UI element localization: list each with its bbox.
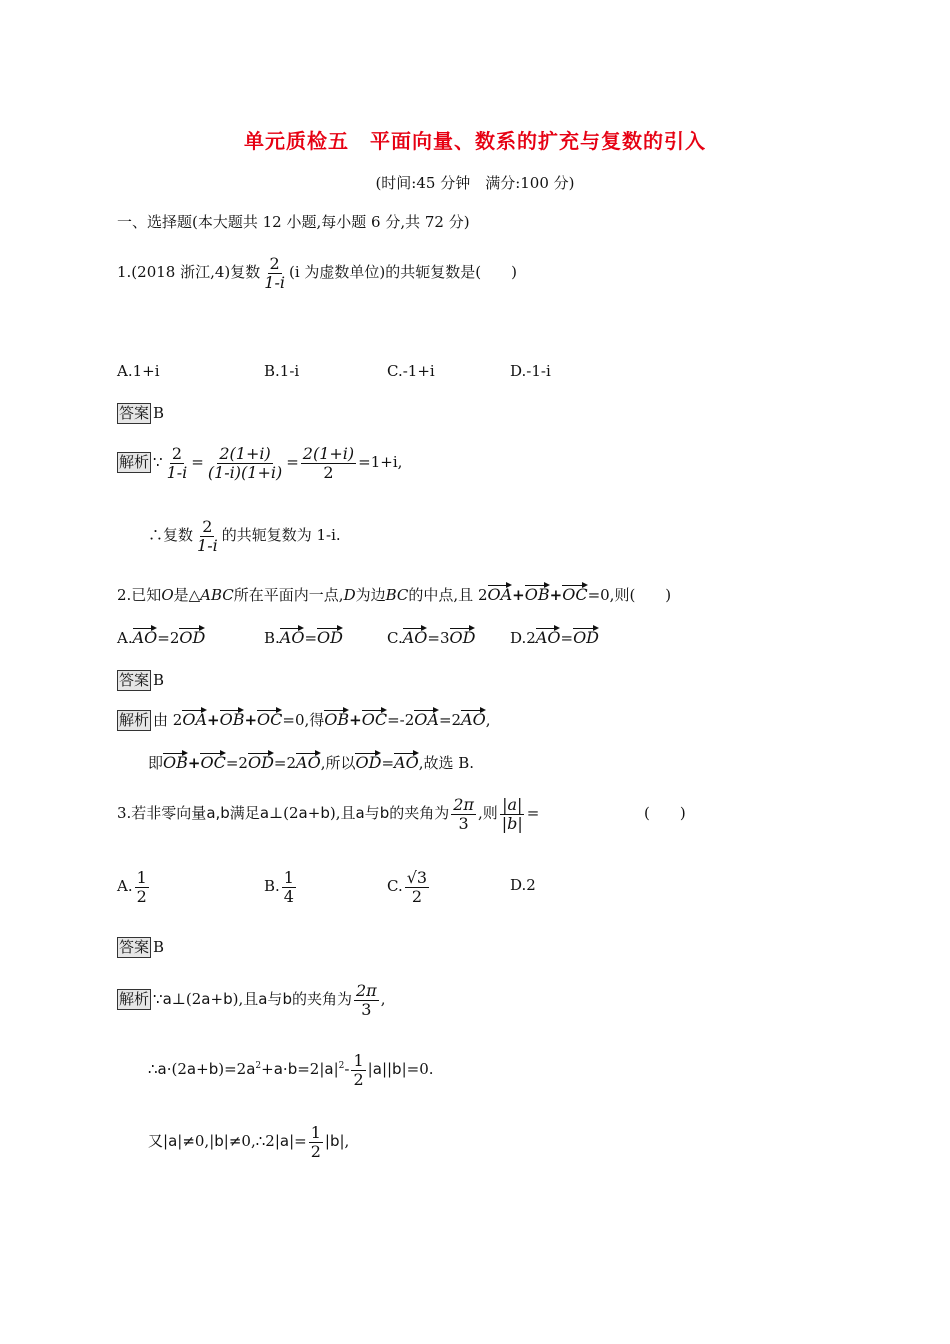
vector-ao: AO	[461, 710, 486, 729]
frac-den: 2	[310, 1141, 321, 1161]
vector-b: b	[287, 1060, 298, 1079]
q3-option-b	[264, 869, 298, 905]
vector-od: OD	[247, 753, 274, 772]
q3-answer	[117, 937, 164, 958]
q1-option-a: A.1+i	[117, 362, 160, 380]
frac-den: 2	[411, 886, 422, 906]
q1-sol-frac-3	[301, 445, 356, 481]
q2-option-a	[117, 626, 205, 646]
sol-text: 由 2	[153, 711, 183, 729]
sol-text: ),且	[232, 990, 259, 1009]
superscript: 2	[338, 1061, 345, 1072]
vector-a: a	[298, 804, 308, 823]
vector-od: OD	[355, 753, 382, 772]
q2-text: 是△	[173, 586, 201, 604]
analysis-tag: 解析	[119, 711, 150, 729]
vector-od: OD	[449, 628, 476, 647]
option-fraction	[282, 869, 296, 905]
q2-point-o: O	[161, 586, 174, 604]
section-heading: 一、选择题(本大题共 12 小题,每小题 6 分,共 72 分)	[117, 213, 470, 231]
frac-num: 1	[353, 1051, 364, 1070]
opt-label: D.2	[510, 629, 536, 647]
q3-angle-fraction	[354, 982, 379, 1018]
q3-option-a	[117, 869, 151, 905]
sol-text: |=	[289, 1132, 307, 1151]
q3-solution-line-2	[148, 1052, 434, 1088]
half-fraction	[351, 1052, 365, 1088]
opt-op: =	[304, 629, 318, 647]
vector-a: a	[157, 1060, 167, 1079]
q3-text: ⊥(2	[269, 804, 299, 823]
vector-od: OD	[317, 628, 343, 647]
sol-text: ∵	[153, 990, 163, 1009]
vector-b: b	[392, 1060, 402, 1079]
q2-option-b	[264, 626, 343, 646]
q1-fraction	[262, 255, 287, 291]
sol-text: |	[324, 1132, 330, 1151]
opt-label: B.	[264, 877, 280, 896]
plus: +	[349, 711, 362, 729]
sol-text: =2	[273, 754, 297, 772]
vector-b: b	[223, 990, 233, 1009]
vector-a: a	[259, 804, 270, 823]
q3-text: ,则	[477, 804, 498, 823]
sol-text: =0,得	[282, 711, 325, 729]
q3-ratio-fraction	[500, 796, 525, 832]
q2-text: 为边	[355, 586, 386, 604]
sol-text: +	[210, 990, 224, 1009]
sol-text: 的夹角为	[291, 990, 352, 1009]
q1-answer-value: B	[153, 404, 165, 422]
sol-text: |=0.	[401, 1060, 434, 1079]
q3-angle-fraction	[451, 796, 476, 832]
frac-den: 2	[353, 1069, 364, 1089]
plus: +	[512, 586, 525, 604]
sol-text: =	[381, 754, 395, 772]
q1-answer	[117, 403, 164, 424]
analysis-tag: 解析	[119, 453, 150, 472]
frac-num: 2	[171, 444, 182, 463]
q3-text: ),且	[329, 804, 356, 823]
q3-solution-line-3	[148, 1124, 349, 1160]
sol-text: ,故选 B.	[418, 754, 475, 772]
vector-oc: OC	[562, 585, 588, 604]
question-3	[117, 796, 539, 832]
sol-text: =-2	[387, 711, 415, 729]
vector-od: OD	[179, 628, 206, 647]
q2-text: 的中点,且 2	[408, 586, 488, 604]
vector-a: a	[372, 1060, 382, 1079]
frac-den: (1-i)(1+i)	[207, 462, 283, 482]
sol-text: =2|	[297, 1060, 325, 1079]
opt-op: =3	[427, 629, 450, 647]
q3-text: =	[526, 804, 540, 823]
vector-oc: OC	[200, 753, 226, 772]
q1-suffix: (i 为虚数单位)的共轭复数是( )	[288, 263, 517, 282]
q1-sol-l2-end: 的共轭复数为 1-i.	[221, 526, 341, 545]
vector-oa: OA	[182, 710, 207, 729]
sol-text: ·(2	[166, 1060, 187, 1079]
frac-num: 2π	[453, 795, 474, 814]
frac-den: 2	[323, 462, 334, 482]
opt-label: A.	[117, 629, 133, 647]
plus: +	[207, 711, 220, 729]
q2-answer-value: B	[153, 671, 165, 689]
frac-num: 2π	[355, 981, 377, 1000]
sol-text: 与	[267, 990, 283, 1009]
vector-oc: OC	[257, 710, 283, 729]
q2-text: 2.已知	[117, 586, 162, 604]
frac-num: 1	[136, 868, 147, 887]
q1-option-c: C.-1+i	[387, 362, 435, 380]
q1-sol-frac-1	[165, 445, 190, 481]
q3-answer-parens: ( )	[644, 804, 686, 822]
q3-option-c	[387, 869, 431, 905]
frac-den: 1-i	[197, 535, 218, 555]
q2-option-d	[510, 626, 599, 646]
question-1	[117, 255, 517, 291]
sol-text: |	[367, 1060, 373, 1079]
sol-text: -	[344, 1060, 350, 1079]
option-fraction	[135, 869, 149, 905]
opt-label: C.	[387, 629, 403, 647]
q2-text: =0,则( )	[587, 586, 672, 604]
frac-num: 2	[202, 517, 213, 536]
vector-b: b	[320, 804, 330, 823]
q2-triangle: ABC	[200, 586, 234, 604]
vector-a: a	[355, 804, 365, 823]
vector-b: b	[282, 990, 292, 1009]
vector-ao: AO	[132, 628, 158, 647]
frac-num: 2(1+i)	[302, 444, 355, 463]
sol-text: 又|	[148, 1132, 169, 1151]
q3-vectors: a,b	[206, 804, 230, 823]
sol-text: =2	[225, 754, 248, 772]
answer-tag: 答案	[119, 671, 150, 689]
q3-text: 满足	[229, 804, 260, 823]
q2-answer	[117, 670, 164, 691]
frac-num: 1	[283, 868, 294, 887]
vector-a: a	[246, 1060, 256, 1079]
q1-option-b: B.1-i	[264, 362, 300, 380]
sol-text: )=2	[218, 1060, 247, 1079]
q3-text: +	[307, 804, 321, 823]
q2-option-c	[387, 626, 475, 646]
q1-sol-l2-start: ∴复数	[148, 526, 194, 545]
q1-sol-frac-2	[206, 445, 284, 481]
sol-text: ⊥(2	[171, 990, 202, 1009]
q3-answer-value: B	[153, 938, 165, 956]
q1-solution-line-2	[148, 518, 341, 554]
frac-den: 1-i	[166, 462, 188, 482]
frac-den: 3	[361, 999, 372, 1019]
plus: +	[244, 711, 258, 729]
half-fraction	[309, 1124, 323, 1160]
sol-text: ||	[381, 1060, 393, 1079]
vector-oa: OA	[414, 710, 439, 729]
sol-text: ,	[485, 711, 491, 729]
q2-solution-line-2	[148, 751, 474, 771]
sol-text: +	[196, 1060, 209, 1079]
frac-den: |b|	[501, 813, 523, 833]
sol-text: |≠0,|	[177, 1132, 215, 1151]
vector-b: b	[214, 1132, 224, 1151]
sol-text: |	[333, 1060, 339, 1079]
frac-den: 4	[283, 886, 294, 906]
q1-frac-num: 2	[269, 254, 280, 273]
vector-a: a	[258, 990, 268, 1009]
vector-a: a	[168, 1132, 178, 1151]
vector-a: a	[162, 990, 172, 1009]
opt-op: =2	[157, 629, 180, 647]
vector-oa: OA	[487, 585, 513, 604]
q3-text: 的夹角为	[389, 804, 450, 823]
q1-frac-den: 1-i	[264, 272, 285, 292]
q2-text: 所在平面内一点,	[233, 586, 344, 604]
vector-ob: OB	[219, 710, 245, 729]
vector-oc: OC	[361, 710, 388, 729]
subtitle: (时间:45 分钟 满分:100 分)	[375, 174, 575, 192]
q3-option-d: D.2	[510, 876, 536, 894]
frac-num: √3	[406, 868, 428, 887]
vector-a: a	[201, 990, 211, 1009]
superscript: 2	[255, 1061, 262, 1072]
sol-text: =2	[438, 711, 462, 729]
opt-label: A.	[117, 877, 133, 896]
q1-option-d: D.-1-i	[510, 362, 551, 380]
vector-b: b	[329, 1132, 340, 1151]
opt-label: B.	[264, 629, 280, 647]
q1-solution-line-1: 解析 ∵ $\frac{2}{1-i}$ = $\frac{2(1+i)}{(1-i)(1+i)}$ = $\frac{2(1+i)}{2}$ =1+i,	[119, 444, 403, 482]
vector-a: a	[186, 1060, 197, 1079]
q1-sol-frac-4	[195, 518, 220, 554]
answer-tag: 答案	[119, 938, 150, 956]
option-fraction	[405, 869, 429, 905]
q1-prefix: 1.(2018 浙江,4)复数	[117, 263, 261, 282]
vector-b: b	[208, 1060, 219, 1079]
opt-label: C.	[387, 877, 403, 896]
frac-num: 2(1+i)	[219, 444, 271, 463]
q3-text: 3.若非零向量	[117, 804, 207, 823]
vector-ao: AO	[402, 628, 428, 647]
frac-den: 2	[136, 886, 147, 906]
vector-a: a	[324, 1060, 334, 1079]
frac-num: |a|	[502, 795, 523, 814]
vector-ob: OB	[163, 753, 188, 772]
q2-point-d: D	[343, 586, 356, 604]
vector-ao: AO	[394, 753, 419, 772]
frac-den: 3	[458, 813, 469, 833]
vector-b: b	[379, 804, 390, 823]
frac-num: 1	[310, 1123, 321, 1142]
q3-text: 与	[364, 804, 380, 823]
sol-text: 即	[148, 754, 164, 772]
sol-text: |≠0,∴2|	[223, 1132, 280, 1151]
sol-text: ∴	[148, 1060, 158, 1079]
vector-ao: AO	[535, 628, 561, 647]
sol-text: ,	[380, 990, 386, 1009]
vector-ao: AO	[279, 628, 305, 647]
question-2	[117, 583, 671, 603]
sol-text: ·	[282, 1060, 288, 1079]
page-title: 单元质检五 平面向量、数系的扩充与复数的引入	[244, 129, 706, 153]
q3-solution-line-1	[117, 982, 385, 1018]
analysis-tag: 解析	[119, 990, 150, 1009]
opt-op: =	[560, 629, 574, 647]
sol-text: ,所以	[320, 754, 356, 772]
plus: +	[187, 754, 201, 772]
vector-a: a	[273, 1060, 283, 1079]
vector-ob: OB	[524, 585, 550, 604]
vector-ao: AO	[296, 753, 321, 772]
sol-text: |,	[339, 1132, 350, 1151]
plus: +	[549, 586, 563, 604]
q2-edge-bc: BC	[385, 586, 409, 604]
because-symbol: ∵	[153, 453, 163, 472]
vector-ob: OB	[324, 710, 350, 729]
q2-solution-line-1	[117, 708, 491, 731]
vector-od: OD	[573, 628, 600, 647]
answer-tag: 答案	[119, 404, 150, 422]
q1-sol-result: =1+i,	[358, 453, 403, 472]
sol-text: +	[261, 1060, 274, 1079]
vector-a: a	[279, 1132, 290, 1151]
